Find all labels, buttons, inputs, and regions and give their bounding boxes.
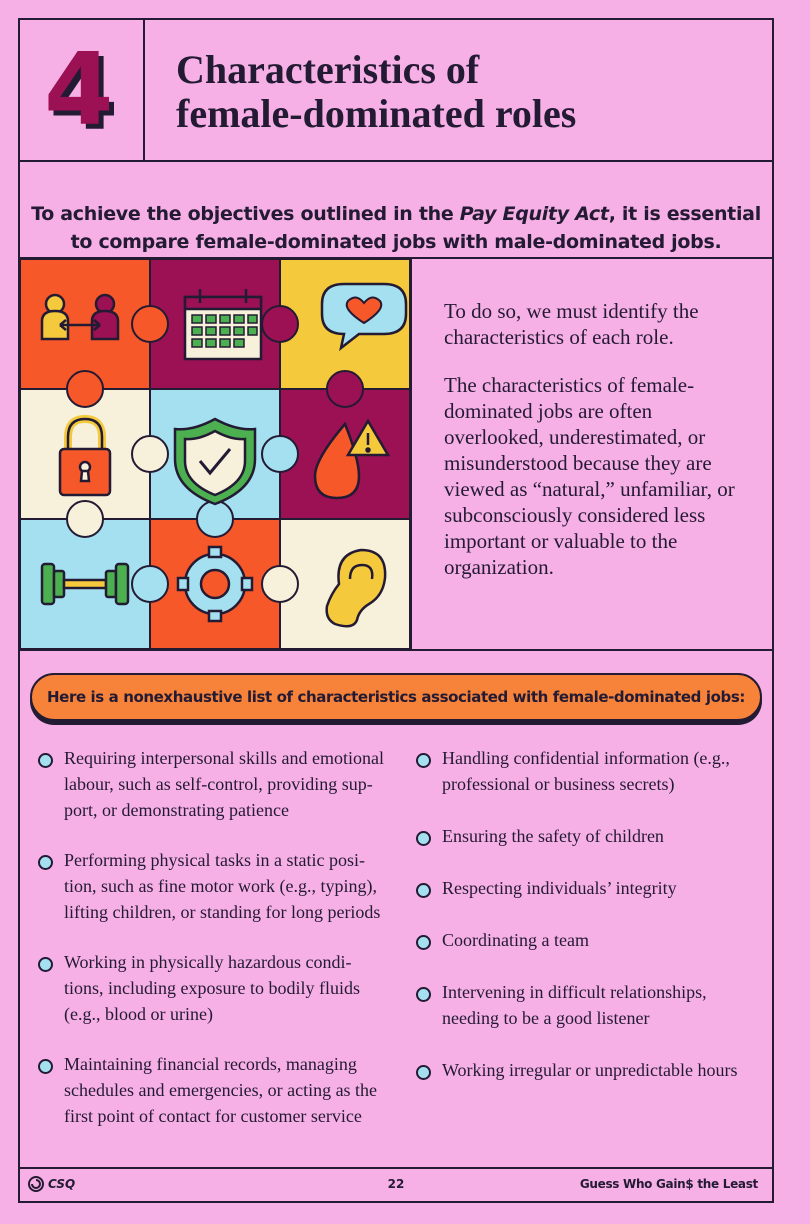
list-item <box>416 823 764 849</box>
list-item <box>38 1051 388 1129</box>
intro-text-1: To achieve the objectives outlined in the <box>31 203 460 225</box>
puzzle-knob <box>262 566 298 602</box>
divider <box>20 649 772 651</box>
puzzle-knob <box>262 436 298 472</box>
puzzle-knob <box>67 371 103 407</box>
paragraph-1: To do so, we must identify the characteristics of each role. <box>444 299 699 349</box>
list-item-text: Requiring interpersonal skills and emotional labour, such as self-control, providing sup-port, or demonstrating patience <box>64 748 384 820</box>
list-item-text: Working irregular or unpredictable hours <box>442 1060 738 1080</box>
bullet-icon <box>416 753 431 768</box>
list-item-text: Performing physical tasks in a static posi-tion, such as fine motor work (e.g., typing), lifting children, or standing for long periods <box>64 850 381 922</box>
list-item <box>416 875 764 901</box>
paragraph-2: The characteristics of female-dominated jobs are often overlooked, underestimated, or misunderstood because they are viewed as “natural,” unfamiliar, or subconsciously considered less important or valuable to the organization. <box>444 373 735 579</box>
publication-title: Guess Who Gain$ the Least <box>579 1177 758 1191</box>
puzzle-knob <box>197 501 233 537</box>
list-item-text: Working in physically hazardous condi-tions, including exposure to bodily fluids (e.g., blood or urine) <box>64 952 360 1024</box>
list-item-text: Intervening in difficult relationships, needing to be a good listener <box>442 982 707 1028</box>
list-item <box>416 745 764 797</box>
list-item <box>38 847 388 925</box>
puzzle-knob <box>327 371 363 407</box>
list-item-text: Coordinating a team <box>442 930 589 950</box>
page-frame <box>18 18 774 1203</box>
intro-text-2: , it is essential to compare female-dominated jobs with male-dominated jobs. <box>70 203 761 253</box>
divider <box>410 257 412 649</box>
section-number: 4 <box>44 31 112 148</box>
puzzle-knob <box>67 501 103 537</box>
list-item-text: Maintaining financial records, managing schedules and emergencies, or acting as the first point of contact for customer service <box>64 1054 378 1126</box>
divider <box>20 160 772 162</box>
list-item <box>416 979 764 1031</box>
bullet-icon <box>38 1059 53 1074</box>
explanation-text <box>444 298 754 602</box>
bullet-icon <box>416 1065 431 1080</box>
intro-act-name: Pay Equity Act <box>459 203 609 225</box>
title-line-2: female-dominated roles <box>176 91 577 136</box>
title-line-1: Characteristics of <box>176 47 480 92</box>
bullet-icon <box>416 935 431 950</box>
list-item <box>38 745 388 823</box>
bullet-icon <box>38 753 53 768</box>
calendar-icon <box>185 289 261 359</box>
list-item <box>416 927 764 953</box>
page-footer <box>20 1167 772 1201</box>
characteristics-list-left <box>38 745 388 1153</box>
page-title <box>176 48 576 136</box>
divider <box>143 20 145 160</box>
logo-text: CSQ <box>48 1177 76 1191</box>
bullet-icon <box>416 883 431 898</box>
bullet-icon <box>38 957 53 972</box>
bullet-icon <box>38 855 53 870</box>
characteristics-list-right <box>416 745 764 1109</box>
list-item-text: Handling confidential information (e.g., professional or business secrets) <box>442 748 730 794</box>
puzzle-knob <box>132 436 168 472</box>
puzzle-illustration <box>20 259 410 649</box>
page-number: 22 <box>387 1177 405 1191</box>
list-item-text: Ensuring the safety of children <box>442 826 664 846</box>
list-item <box>416 1057 764 1083</box>
list-item <box>38 949 388 1027</box>
list-heading: Here is a nonexhaustive list of characteristics associated with female-dominated jobs: <box>30 673 762 721</box>
bullet-icon <box>416 831 431 846</box>
puzzle-knob <box>132 306 168 342</box>
puzzle-knob <box>132 566 168 602</box>
bullet-icon <box>416 987 431 1002</box>
list-item-text: Respecting individuals’ integrity <box>442 878 677 898</box>
puzzle-knob <box>262 306 298 342</box>
